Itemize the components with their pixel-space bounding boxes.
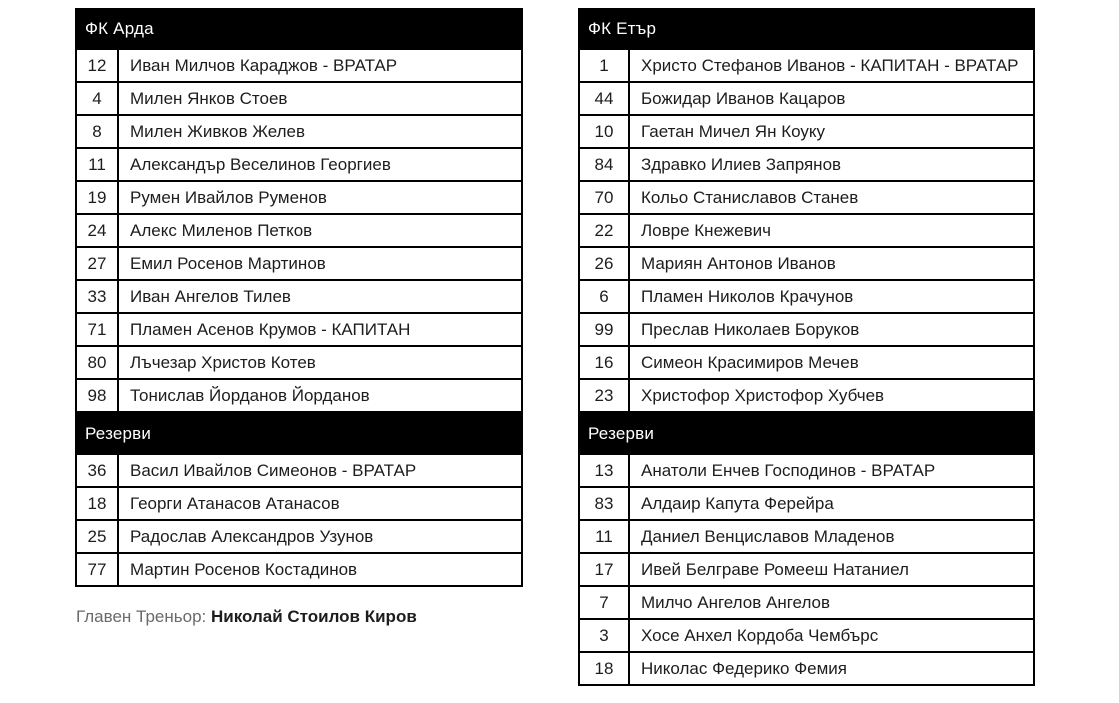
player-name: Лъчезар Христов Котев xyxy=(130,352,316,372)
player-name: Ловре Кнежевич xyxy=(641,220,772,240)
player-name: Георги Атанасов Атанасов xyxy=(130,493,340,513)
player-row xyxy=(578,488,1035,521)
head-coach-label: Главен Треньор: xyxy=(76,607,207,626)
player-number: 18 xyxy=(580,653,630,684)
player-row xyxy=(75,83,523,116)
player-name: Алекс Миленов Петков xyxy=(130,220,313,240)
player-row xyxy=(578,182,1035,215)
player-row xyxy=(578,215,1035,248)
player-number: 26 xyxy=(580,248,630,279)
player-row xyxy=(75,281,523,314)
player-row xyxy=(75,116,523,149)
player-name: Пламен Асенов Крумов - КАПИТАН xyxy=(130,319,411,339)
player-row xyxy=(578,248,1035,281)
player-row xyxy=(75,455,523,488)
player-number: 1 xyxy=(580,50,630,81)
head-coach-name: Николай Стоилов Киров xyxy=(210,607,417,626)
player-name: Емил Росенов Мартинов xyxy=(130,253,326,273)
player-row xyxy=(75,314,523,347)
player-name: Даниел Венциславов Младенов xyxy=(641,526,895,546)
player-number: 84 xyxy=(580,149,630,180)
team-arda-section xyxy=(75,8,523,627)
player-number: 77 xyxy=(77,554,119,585)
team-arda-header xyxy=(75,8,523,50)
player-number: 12 xyxy=(77,50,119,81)
player-number: 99 xyxy=(580,314,630,345)
player-row xyxy=(578,554,1035,587)
player-name: Христофор Христофор Хубчев xyxy=(641,385,885,405)
player-number: 7 xyxy=(580,587,630,618)
player-name: Христо Стефанов Иванов - КАПИТАН - ВРАТАР xyxy=(641,55,1019,75)
player-row xyxy=(578,50,1035,83)
team-etar-reserves xyxy=(578,455,1035,686)
player-number: 6 xyxy=(580,281,630,312)
player-row xyxy=(578,380,1035,413)
player-number: 25 xyxy=(77,521,119,552)
player-name: Николас Федерико Фемия xyxy=(641,658,847,678)
player-row xyxy=(578,620,1035,653)
team-arda-reserves xyxy=(75,455,523,587)
player-name: Гаетан Мичел Ян Коуку xyxy=(641,121,825,141)
player-name: Преслав Николаев Боруков xyxy=(641,319,860,339)
player-name: Алдаир Капута Ферейра xyxy=(641,493,834,513)
head-coach-line xyxy=(76,607,523,627)
player-name: Тонислав Йорданов Йорданов xyxy=(130,385,370,405)
player-row xyxy=(75,554,523,587)
player-name: Хосе Анхел Кордоба Чембърс xyxy=(641,625,879,645)
player-number: 36 xyxy=(77,455,119,486)
player-name: Кольо Станиславов Станев xyxy=(641,187,859,207)
player-name: Александър Веселинов Георгиев xyxy=(130,154,391,174)
team-etar-reserves-header xyxy=(578,413,1035,455)
player-name: Мариян Антонов Иванов xyxy=(641,253,836,273)
player-number: 4 xyxy=(77,83,119,114)
player-number: 23 xyxy=(580,380,630,411)
player-row xyxy=(75,215,523,248)
player-number: 71 xyxy=(77,314,119,345)
team-arda-reserves-header xyxy=(75,413,523,455)
player-row xyxy=(75,347,523,380)
team-arda-title: ФК Арда xyxy=(85,19,154,38)
player-row xyxy=(75,380,523,413)
player-name: Радослав Александров Узунов xyxy=(130,526,374,546)
player-row xyxy=(578,314,1035,347)
player-number: 18 xyxy=(77,488,119,519)
player-row xyxy=(75,50,523,83)
team-etar-title: ФК Етър xyxy=(588,19,657,38)
player-row xyxy=(578,149,1035,182)
player-name: Мартин Росенов Костадинов xyxy=(130,559,358,579)
player-row xyxy=(75,488,523,521)
player-name: Ивей Белграве Ромееш Натаниел xyxy=(641,559,909,579)
player-row xyxy=(75,248,523,281)
player-name: Симеон Красимиров Мечев xyxy=(641,352,859,372)
player-row xyxy=(578,83,1035,116)
player-number: 44 xyxy=(580,83,630,114)
player-row xyxy=(578,521,1035,554)
player-number: 33 xyxy=(77,281,119,312)
player-number: 80 xyxy=(77,347,119,378)
team-etar-starters xyxy=(578,50,1035,413)
player-row xyxy=(578,347,1035,380)
player-name: Милен Янков Стоев xyxy=(130,88,288,108)
team-arda-starters xyxy=(75,50,523,413)
player-number: 70 xyxy=(580,182,630,213)
player-number: 19 xyxy=(77,182,119,213)
player-name: Пламен Николов Крачунов xyxy=(641,286,854,306)
player-number: 10 xyxy=(580,116,630,147)
player-number: 22 xyxy=(580,215,630,246)
player-number: 83 xyxy=(580,488,630,519)
player-row xyxy=(75,182,523,215)
player-number: 16 xyxy=(580,347,630,378)
player-row xyxy=(578,653,1035,686)
player-number: 11 xyxy=(77,149,119,180)
team-etar-header xyxy=(578,8,1035,50)
player-name: Здравко Илиев Запрянов xyxy=(641,154,842,174)
player-row xyxy=(578,587,1035,620)
player-number: 98 xyxy=(77,380,119,411)
reserves-title: Резерви xyxy=(588,424,655,443)
team-etar-section xyxy=(578,8,1035,686)
player-name: Васил Ивайлов Симеонов - ВРАТАР xyxy=(130,460,417,480)
player-name: Милчо Ангелов Ангелов xyxy=(641,592,831,612)
reserves-title: Резерви xyxy=(85,424,152,443)
player-name: Румен Ивайлов Руменов xyxy=(130,187,327,207)
player-number: 13 xyxy=(580,455,630,486)
player-number: 27 xyxy=(77,248,119,279)
player-name: Иван Милчов Караджов - ВРАТАР xyxy=(130,55,398,75)
player-number: 3 xyxy=(580,620,630,651)
player-row xyxy=(578,281,1035,314)
player-name: Божидар Иванов Кацаров xyxy=(641,88,846,108)
player-row xyxy=(578,455,1035,488)
player-name: Иван Ангелов Тилев xyxy=(130,286,291,306)
player-row xyxy=(578,116,1035,149)
player-row xyxy=(75,521,523,554)
player-name: Милен Живков Желев xyxy=(130,121,305,141)
player-row xyxy=(75,149,523,182)
player-number: 17 xyxy=(580,554,630,585)
player-number: 11 xyxy=(580,521,630,552)
player-number: 24 xyxy=(77,215,119,246)
player-number: 8 xyxy=(77,116,119,147)
player-name: Анатоли Енчев Господинов - ВРАТАР xyxy=(641,460,936,480)
